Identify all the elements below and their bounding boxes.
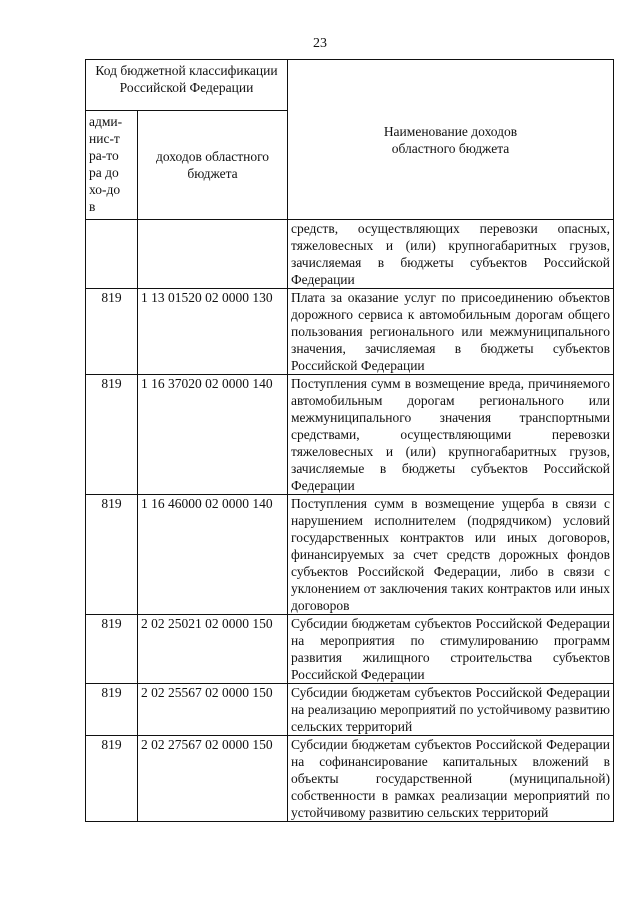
admin-code-cell: 819 — [86, 289, 138, 375]
table-row — [86, 375, 614, 495]
income-name-cell: Субсидии бюджетам субъектов Российской Федерации на реализацию мероприятий по устойчивому развитию сельских территорий — [288, 684, 614, 736]
header-income-text: доходов областного бюджета — [155, 149, 270, 181]
page-number: 23 — [313, 36, 327, 51]
budget-code-cell — [138, 220, 288, 289]
admin-code-cell: 819 — [86, 375, 138, 495]
table-row — [86, 220, 614, 289]
budget-code-cell: 2 02 25021 02 0000 150 — [138, 615, 288, 684]
budget-classification-table — [85, 59, 614, 822]
table-row — [86, 684, 614, 736]
admin-code-cell — [86, 220, 138, 289]
table-row — [86, 736, 614, 822]
header-admin-text: адми-нис-тра-тора дохо-дов — [89, 114, 123, 214]
table-row — [86, 615, 614, 684]
budget-code-cell: 1 16 46000 02 0000 140 — [138, 495, 288, 615]
income-name-cell: Субсидии бюджетам субъектов Российской Федерации на софинансирование капитальных вложений в объекты государственной (муниципальной) собственности в рамках реализации мероприятий по устойчивому развитию сельских территорий — [288, 736, 614, 822]
budget-code-cell: 2 02 25567 02 0000 150 — [138, 684, 288, 736]
admin-code-cell: 819 — [86, 684, 138, 736]
admin-code-cell: 819 — [86, 495, 138, 615]
header-admin — [86, 111, 138, 220]
header-code-group: Код бюджетной классификации Российской Федерации — [86, 60, 288, 111]
income-name-cell: Плата за оказание услуг по присоединению объектов дорожного сервиса к автомобильным дорогам общего пользования регионального или межмуниципального значения, зачисляемая в бюджеты субъектов Российской Федерации — [288, 289, 614, 375]
table-row — [86, 289, 614, 375]
admin-code-cell: 819 — [86, 615, 138, 684]
admin-code-cell: 819 — [86, 736, 138, 822]
income-name-cell: Субсидии бюджетам субъектов Российской Федерации на мероприятия по стимулированию программ развития жилищного строительства субъектов Российской Федерации — [288, 615, 614, 684]
budget-code-cell: 2 02 27567 02 0000 150 — [138, 736, 288, 822]
header-name — [288, 60, 614, 220]
budget-code-cell: 1 13 01520 02 0000 130 — [138, 289, 288, 375]
header-name-text: Наименование доходов областного бюджета — [383, 123, 518, 156]
table-row — [86, 495, 614, 615]
header-income — [138, 111, 288, 220]
income-name-cell: Поступления сумм в возмещение вреда, причиняемого автомобильным дорогам регионального или межмуниципального значения транспортными средствами, осуществляющими перевозки тяжеловесных и (или) крупногабаритных грузов, зачисляемые в бюджеты субъектов Российской Федерации — [288, 375, 614, 495]
budget-code-cell: 1 16 37020 02 0000 140 — [138, 375, 288, 495]
income-name-cell: средств, осуществляющих перевозки опасных, тяжеловесных и (или) крупногабаритных грузов, зачисляемая в бюджеты субъектов Российской Федерации — [288, 220, 614, 289]
income-name-cell: Поступления сумм в возмещение ущерба в связи с нарушением исполнителем (подрядчиком) условий государственных контрактов или иных договоров, финансируемых за счет средств дорожных фондов субъектов Российской Федерации, либо в связи с уклонением от заключения таких контрактов или иных договоров — [288, 495, 614, 615]
